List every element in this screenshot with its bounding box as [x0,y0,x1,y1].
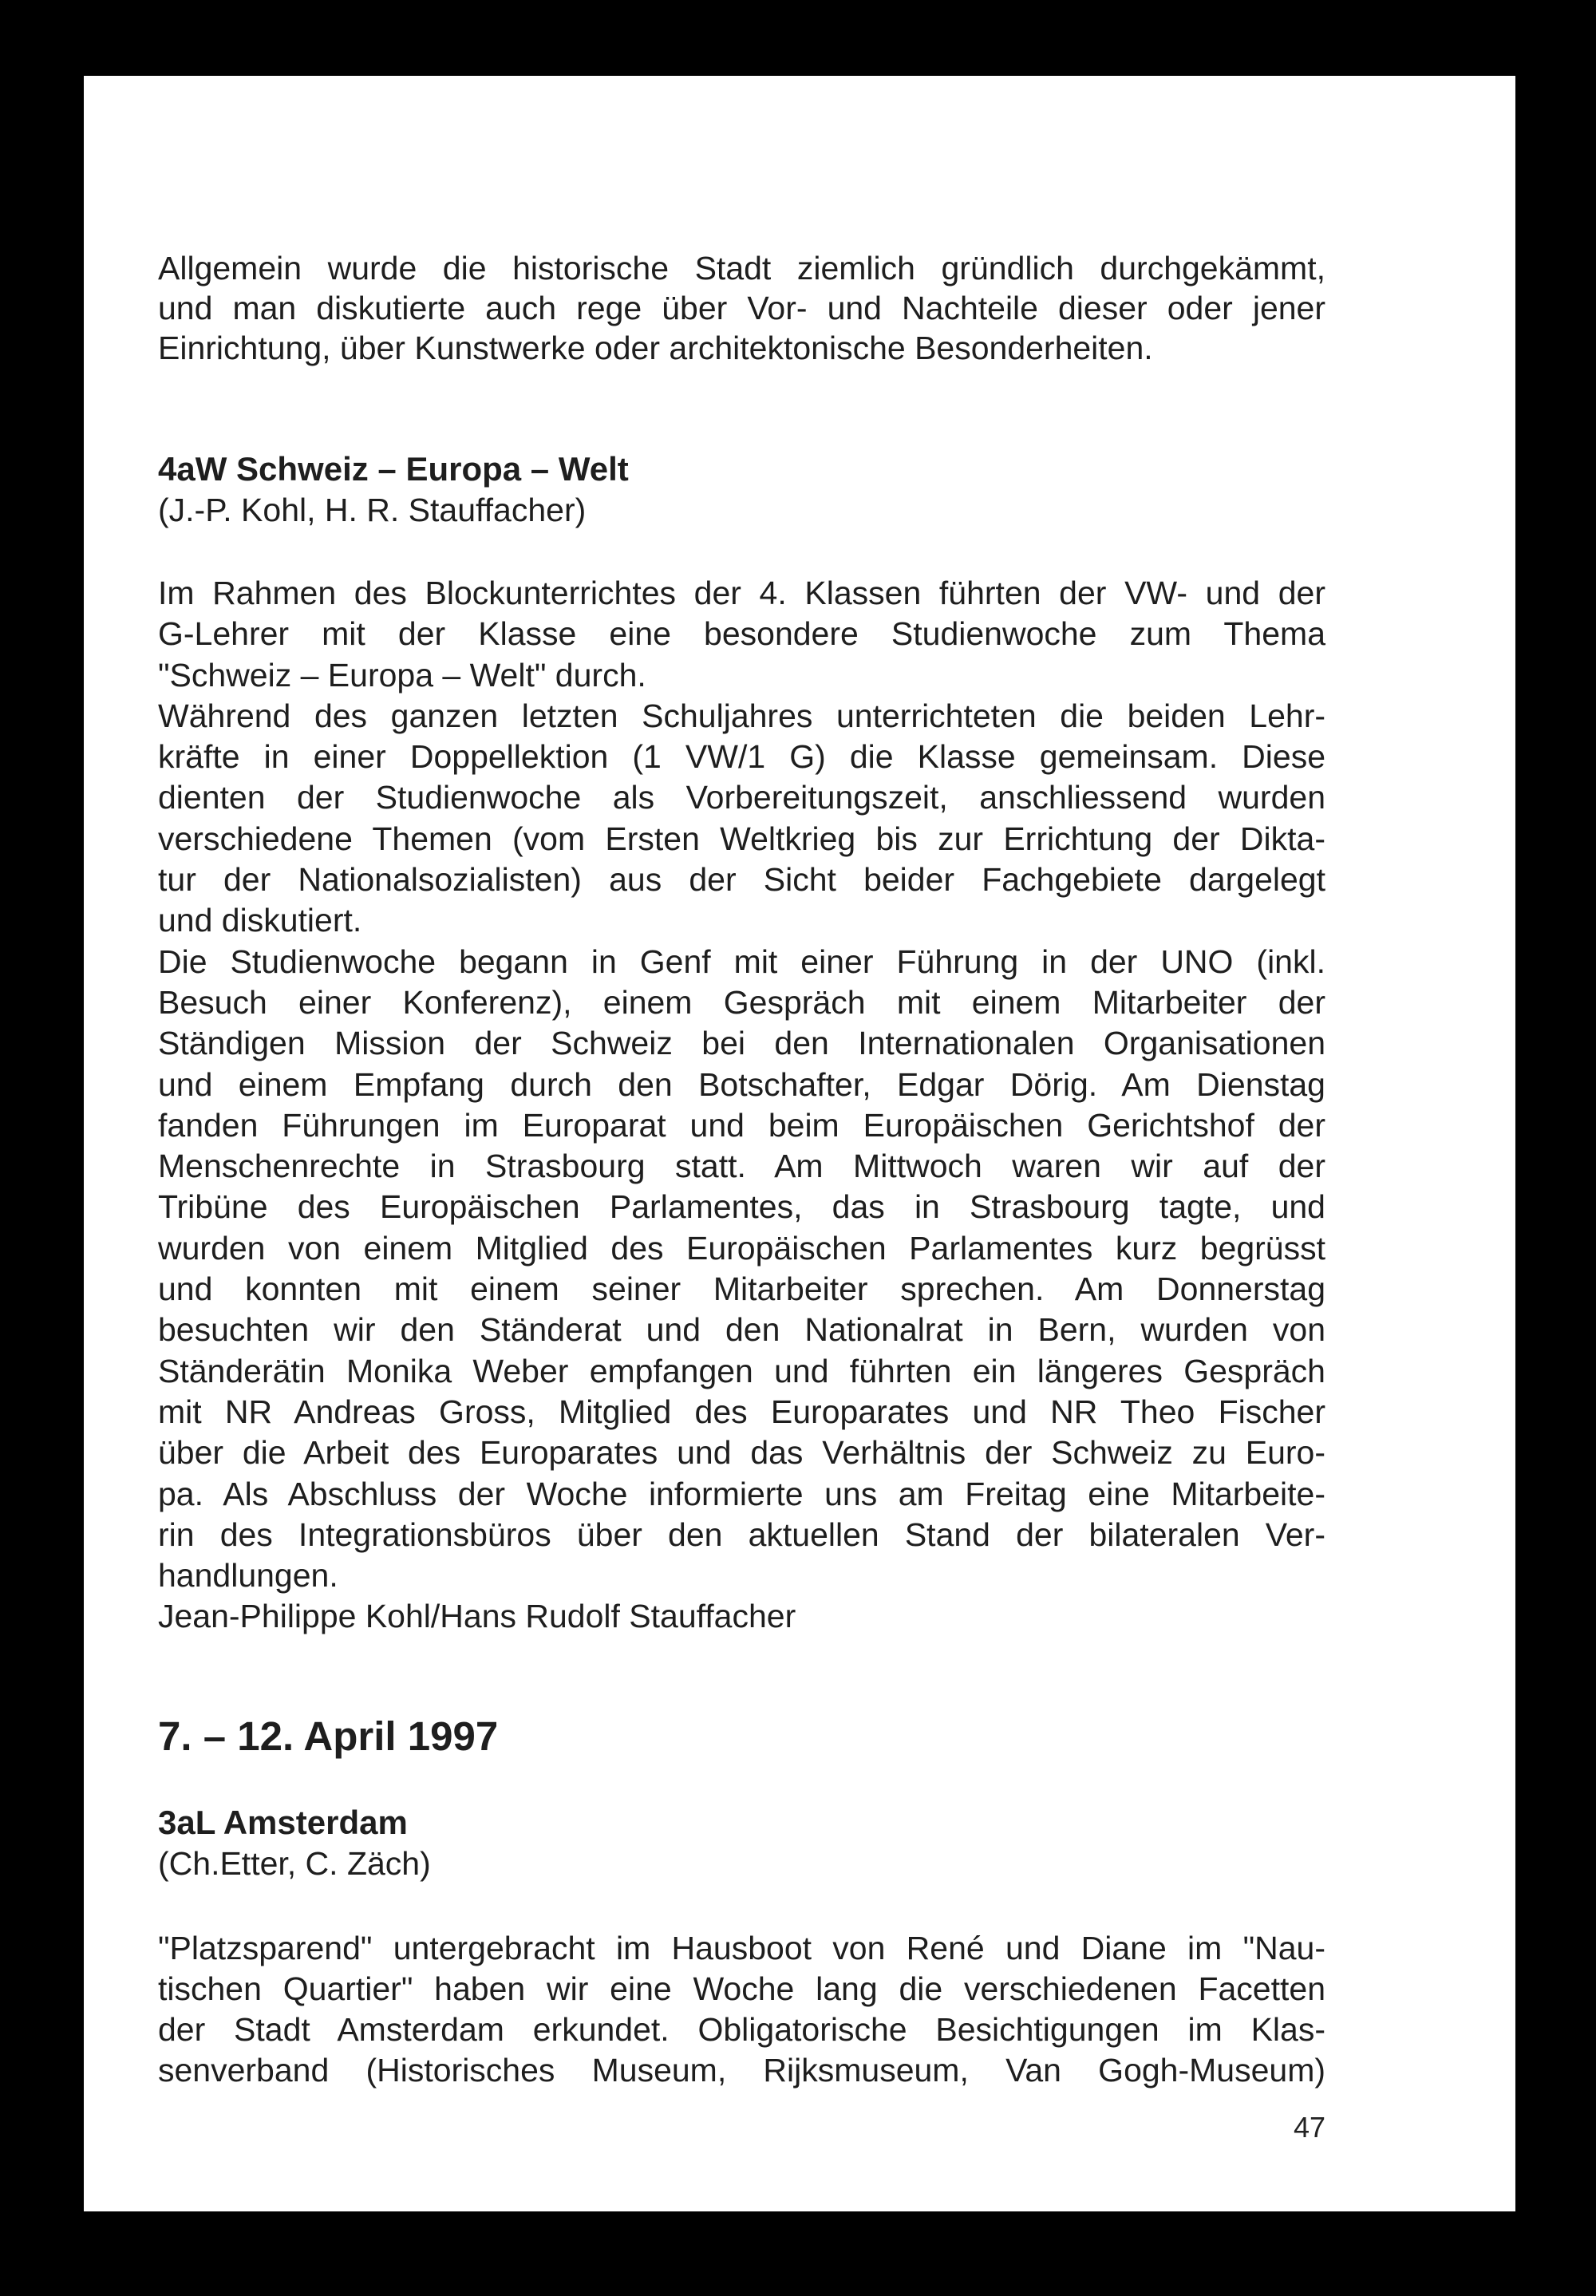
text-line: kräfte in einer Doppellektion (1 VW/1 G) die Klasse gemeinsam. Diese [158,738,1325,776]
text-line: Ständigen Mission der Schweiz bei den Internationalen Organisationen [158,1025,1325,1062]
text-line: Besuch einer Konferenz), einem Gespräch mit einem Mitarbeiter der [158,983,1325,1021]
date-heading: 7. – 12. April 1997 [158,1713,499,1759]
text-line: tischen Quartier" haben wir eine Woche lang die verschiedenen Facetten [158,1970,1325,2007]
text-line: Einrichtung, über Kunstwerke oder architektonische Besonderheiten. [158,330,1153,366]
text-line: fanden Führungen im Europarat und beim Europäischen Gerichtshof der [158,1106,1325,1144]
text-line: verschiedene Themen (vom Ersten Weltkrieg bis zur Errichtung der Dikta- [158,820,1325,857]
text-line: G-Lehrer mit der Klasse eine besondere Studienwoche zum Thema [158,615,1325,653]
text-line: wurden von einem Mitglied des Europäischen Parlamentes kurz begrüsst [158,1229,1325,1267]
text-line: handlungen. [158,1557,338,1595]
text-line: Jean-Philippe Kohl/Hans Rudolf Stauffacher [158,1598,796,1635]
paragraph-4aw [158,573,1325,1638]
text-line: über die Arbeit des Europarates und das Verhältnis der Schweiz zu Euro- [158,1434,1325,1472]
text-line: "Schweiz – Europa – Welt" durch. [158,656,646,694]
text-line: mit NR Andreas Gross, Mitglied des Europarates und NR Theo Fischer [158,1393,1325,1430]
section-authors-3al: (Ch.Etter, C. Zäch) [158,1845,431,1882]
text-line: Während des ganzen letzten Schuljahres unterrichteten die beiden Lehr- [158,697,1325,734]
text-line: Ständerätin Monika Weber empfangen und führten ein längeres Gespräch [158,1352,1325,1389]
text-line: tur der Nationalsozialisten) aus der Sicht beider Fachgebiete dargelegt [158,861,1325,899]
section-heading-3al: 3aL Amsterdam [158,1804,408,1841]
text-line: und man diskutierte auch rege über Vor- und Nachteile dieser oder jener [158,290,1325,326]
text-line: und konnten mit einem seiner Mitarbeiter sprechen. Am Donnerstag [158,1271,1325,1308]
text-line: Die Studienwoche begann in Genf mit einer Führung in der UNO (inkl. [158,943,1325,980]
text-line: und einem Empfang durch den Botschafter, Edgar Dörig. Am Dienstag [158,1065,1325,1103]
paragraph-3al [158,1928,1325,2091]
text-line: rin des Integrationsbüros über den aktuellen Stand der bilateralen Ver- [158,1516,1325,1553]
text-line: Menschenrechte in Strasbourg statt. Am Mittwoch waren wir auf der [158,1148,1325,1185]
text-line: Tribüne des Europäischen Parlamentes, das in Strasbourg tagte, und [158,1188,1325,1226]
text-line: pa. Als Abschluss der Woche informierte uns am Freitag eine Mitarbeite- [158,1475,1325,1512]
text-line: senverband (Historisches Museum, Rijksmuseum, Van Gogh-Museum) [158,2052,1325,2089]
text-line: dienten der Studienwoche als Vorbereitungszeit, anschliessend wurden [158,779,1325,816]
section-heading-4aw: 4aW Schweiz – Europa – Welt [158,450,629,488]
section-authors-4aw: (J.-P. Kohl, H. R. Stauffacher) [158,492,587,528]
paragraph-intro [158,248,1325,368]
text-line: Im Rahmen des Blockunterrichtes der 4. Klassen führten der VW- und der [158,575,1325,611]
text-line: und diskutiert. [158,902,362,939]
text-line: besuchten wir den Ständerat und den Nationalrat in Bern, wurden von [158,1311,1325,1349]
text-line: "Platzsparend" untergebracht im Hausboot von René und Diane im "Nau- [158,1930,1325,1966]
text-line: Allgemein wurde die historische Stadt ziemlich gründlich durchgekämmt, [158,250,1325,287]
text-line: der Stadt Amsterdam erkundet. Obligatorische Besichtigungen im Klas- [158,2011,1325,2048]
page-number: 47 [1293,2111,1325,2144]
